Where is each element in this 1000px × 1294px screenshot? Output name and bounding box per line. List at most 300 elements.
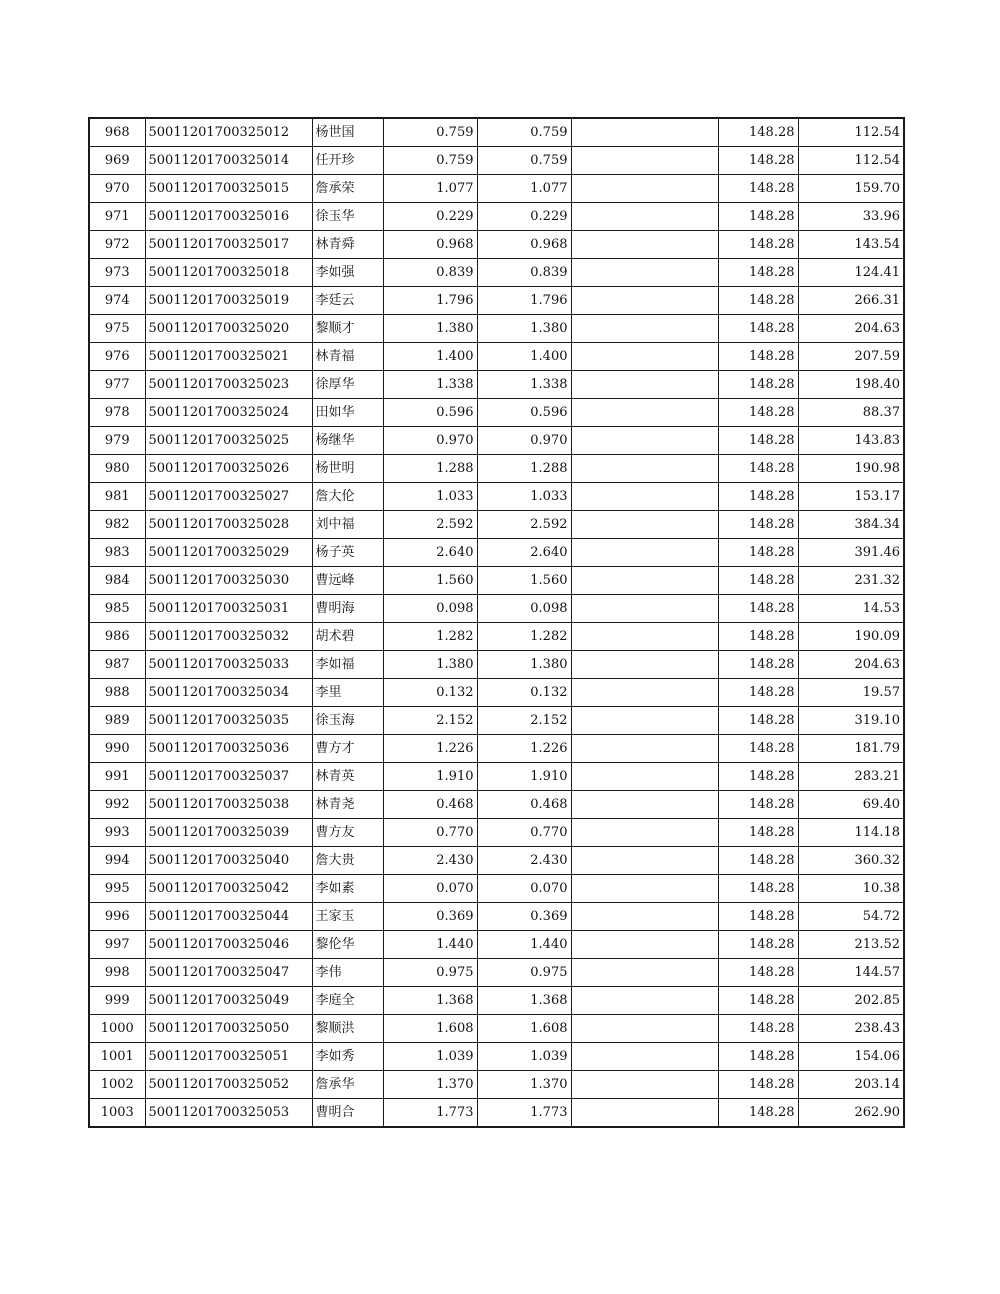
table-row (89, 371, 904, 399)
rate-cell: 148.28 (718, 735, 798, 763)
holder-name-cell: 李廷云 (312, 287, 383, 315)
table-row (89, 1015, 904, 1043)
rate-cell: 148.28 (718, 287, 798, 315)
table-row (89, 791, 904, 819)
confirmed-area-cell: 1.608 (477, 1015, 571, 1043)
rate-cell: 148.28 (718, 959, 798, 987)
blank-cell (571, 539, 718, 567)
area-cell: 2.430 (383, 847, 477, 875)
data-table (88, 117, 905, 1128)
row-index-cell: 993 (89, 819, 145, 847)
parcel-code-cell: 50011201700325051 (145, 1043, 312, 1071)
amount-cell: 181.79 (798, 735, 904, 763)
table-row (89, 819, 904, 847)
row-index-cell: 972 (89, 231, 145, 259)
rate-cell: 148.28 (718, 1043, 798, 1071)
row-index-cell: 978 (89, 399, 145, 427)
rate-cell: 148.28 (718, 455, 798, 483)
rate-cell: 148.28 (718, 707, 798, 735)
parcel-code-cell: 50011201700325019 (145, 287, 312, 315)
row-index-cell: 996 (89, 903, 145, 931)
holder-name-cell: 杨世明 (312, 455, 383, 483)
amount-cell: 33.96 (798, 203, 904, 231)
blank-cell (571, 623, 718, 651)
rate-cell: 148.28 (718, 1071, 798, 1099)
parcel-code-cell: 50011201700325032 (145, 623, 312, 651)
blank-cell (571, 819, 718, 847)
parcel-code-cell: 50011201700325037 (145, 763, 312, 791)
parcel-code-cell: 50011201700325021 (145, 343, 312, 371)
table-row (89, 847, 904, 875)
row-index-cell: 1002 (89, 1071, 145, 1099)
blank-cell (571, 791, 718, 819)
parcel-code-cell: 50011201700325047 (145, 959, 312, 987)
holder-name-cell: 徐玉华 (312, 203, 383, 231)
parcel-code-cell: 50011201700325023 (145, 371, 312, 399)
row-index-cell: 999 (89, 987, 145, 1015)
blank-cell (571, 763, 718, 791)
row-index-cell: 969 (89, 147, 145, 175)
amount-cell: 159.70 (798, 175, 904, 203)
parcel-code-cell: 50011201700325028 (145, 511, 312, 539)
amount-cell: 283.21 (798, 763, 904, 791)
row-index-cell: 994 (89, 847, 145, 875)
blank-cell (571, 651, 718, 679)
row-index-cell: 968 (89, 118, 145, 147)
table-body (89, 118, 904, 1127)
area-cell: 1.400 (383, 343, 477, 371)
area-cell: 0.970 (383, 427, 477, 455)
holder-name-cell: 刘中福 (312, 511, 383, 539)
holder-name-cell: 杨世国 (312, 118, 383, 147)
rate-cell: 148.28 (718, 623, 798, 651)
confirmed-area-cell: 1.033 (477, 483, 571, 511)
row-index-cell: 998 (89, 959, 145, 987)
rate-cell: 148.28 (718, 539, 798, 567)
rate-cell: 148.28 (718, 763, 798, 791)
parcel-code-cell: 50011201700325039 (145, 819, 312, 847)
table-row (89, 651, 904, 679)
table-row (89, 679, 904, 707)
amount-cell: 143.54 (798, 231, 904, 259)
row-index-cell: 995 (89, 875, 145, 903)
amount-cell: 54.72 (798, 903, 904, 931)
row-index-cell: 973 (89, 259, 145, 287)
area-cell: 1.368 (383, 987, 477, 1015)
confirmed-area-cell: 0.968 (477, 231, 571, 259)
rate-cell: 148.28 (718, 175, 798, 203)
area-cell: 1.608 (383, 1015, 477, 1043)
row-index-cell: 990 (89, 735, 145, 763)
area-cell: 1.033 (383, 483, 477, 511)
area-cell: 0.968 (383, 231, 477, 259)
confirmed-area-cell: 0.596 (477, 399, 571, 427)
area-cell: 0.098 (383, 595, 477, 623)
blank-cell (571, 343, 718, 371)
confirmed-area-cell: 1.338 (477, 371, 571, 399)
blank-cell (571, 147, 718, 175)
rate-cell: 148.28 (718, 931, 798, 959)
blank-cell (571, 371, 718, 399)
amount-cell: 204.63 (798, 315, 904, 343)
row-index-cell: 976 (89, 343, 145, 371)
confirmed-area-cell: 1.773 (477, 1099, 571, 1128)
rate-cell: 148.28 (718, 567, 798, 595)
holder-name-cell: 任开珍 (312, 147, 383, 175)
confirmed-area-cell: 1.226 (477, 735, 571, 763)
row-index-cell: 984 (89, 567, 145, 595)
parcel-code-cell: 50011201700325012 (145, 118, 312, 147)
rate-cell: 148.28 (718, 819, 798, 847)
amount-cell: 213.52 (798, 931, 904, 959)
confirmed-area-cell: 1.910 (477, 763, 571, 791)
holder-name-cell: 黎伦华 (312, 931, 383, 959)
blank-cell (571, 511, 718, 539)
table-row (89, 287, 904, 315)
blank-cell (571, 175, 718, 203)
blank-cell (571, 427, 718, 455)
amount-cell: 384.34 (798, 511, 904, 539)
parcel-code-cell: 50011201700325018 (145, 259, 312, 287)
confirmed-area-cell: 1.368 (477, 987, 571, 1015)
parcel-code-cell: 50011201700325033 (145, 651, 312, 679)
row-index-cell: 987 (89, 651, 145, 679)
parcel-code-cell: 50011201700325025 (145, 427, 312, 455)
confirmed-area-cell: 0.759 (477, 118, 571, 147)
parcel-code-cell: 50011201700325040 (145, 847, 312, 875)
confirmed-area-cell: 1.380 (477, 315, 571, 343)
confirmed-area-cell: 0.229 (477, 203, 571, 231)
blank-cell (571, 399, 718, 427)
amount-cell: 190.09 (798, 623, 904, 651)
holder-name-cell: 曹远峰 (312, 567, 383, 595)
confirmed-area-cell: 0.468 (477, 791, 571, 819)
rate-cell: 148.28 (718, 259, 798, 287)
confirmed-area-cell: 1.560 (477, 567, 571, 595)
parcel-code-cell: 50011201700325017 (145, 231, 312, 259)
table-row (89, 763, 904, 791)
amount-cell: 262.90 (798, 1099, 904, 1128)
area-cell: 0.132 (383, 679, 477, 707)
amount-cell: 10.38 (798, 875, 904, 903)
table-row (89, 595, 904, 623)
parcel-code-cell: 50011201700325034 (145, 679, 312, 707)
holder-name-cell: 杨子英 (312, 539, 383, 567)
amount-cell: 198.40 (798, 371, 904, 399)
blank-cell (571, 231, 718, 259)
confirmed-area-cell: 0.759 (477, 147, 571, 175)
blank-cell (571, 679, 718, 707)
blank-cell (571, 1015, 718, 1043)
confirmed-area-cell: 0.369 (477, 903, 571, 931)
holder-name-cell: 胡术碧 (312, 623, 383, 651)
table-row (89, 735, 904, 763)
row-index-cell: 985 (89, 595, 145, 623)
table-row (89, 203, 904, 231)
holder-name-cell: 李如福 (312, 651, 383, 679)
area-cell: 2.592 (383, 511, 477, 539)
amount-cell: 69.40 (798, 791, 904, 819)
area-cell: 1.796 (383, 287, 477, 315)
blank-cell (571, 483, 718, 511)
amount-cell: 207.59 (798, 343, 904, 371)
table-row (89, 315, 904, 343)
row-index-cell: 986 (89, 623, 145, 651)
table-row (89, 118, 904, 147)
table-row (89, 567, 904, 595)
blank-cell (571, 903, 718, 931)
rate-cell: 148.28 (718, 343, 798, 371)
holder-name-cell: 李如强 (312, 259, 383, 287)
amount-cell: 238.43 (798, 1015, 904, 1043)
confirmed-area-cell: 1.440 (477, 931, 571, 959)
holder-name-cell: 林青福 (312, 343, 383, 371)
confirmed-area-cell: 0.975 (477, 959, 571, 987)
holder-name-cell: 田如华 (312, 399, 383, 427)
confirmed-area-cell: 0.839 (477, 259, 571, 287)
row-index-cell: 989 (89, 707, 145, 735)
blank-cell (571, 1099, 718, 1128)
holder-name-cell: 曹明合 (312, 1099, 383, 1128)
table-row (89, 1043, 904, 1071)
holder-name-cell: 詹承荣 (312, 175, 383, 203)
blank-cell (571, 987, 718, 1015)
area-cell: 1.338 (383, 371, 477, 399)
blank-cell (571, 1071, 718, 1099)
holder-name-cell: 李庭全 (312, 987, 383, 1015)
parcel-code-cell: 50011201700325016 (145, 203, 312, 231)
holder-name-cell: 林青尧 (312, 791, 383, 819)
blank-cell (571, 287, 718, 315)
parcel-code-cell: 50011201700325015 (145, 175, 312, 203)
row-index-cell: 1003 (89, 1099, 145, 1128)
blank-cell (571, 203, 718, 231)
rate-cell: 148.28 (718, 483, 798, 511)
amount-cell: 266.31 (798, 287, 904, 315)
parcel-code-cell: 50011201700325027 (145, 483, 312, 511)
holder-name-cell: 李如素 (312, 875, 383, 903)
amount-cell: 88.37 (798, 399, 904, 427)
amount-cell: 144.57 (798, 959, 904, 987)
row-index-cell: 1000 (89, 1015, 145, 1043)
parcel-code-cell: 50011201700325046 (145, 931, 312, 959)
parcel-code-cell: 50011201700325020 (145, 315, 312, 343)
table-row (89, 959, 904, 987)
rate-cell: 148.28 (718, 118, 798, 147)
amount-cell: 112.54 (798, 147, 904, 175)
table-row (89, 427, 904, 455)
amount-cell: 114.18 (798, 819, 904, 847)
confirmed-area-cell: 1.288 (477, 455, 571, 483)
row-index-cell: 981 (89, 483, 145, 511)
parcel-code-cell: 50011201700325038 (145, 791, 312, 819)
holder-name-cell: 曹方友 (312, 819, 383, 847)
table-row (89, 623, 904, 651)
amount-cell: 391.46 (798, 539, 904, 567)
table-row (89, 987, 904, 1015)
area-cell: 0.839 (383, 259, 477, 287)
amount-cell: 190.98 (798, 455, 904, 483)
parcel-code-cell: 50011201700325050 (145, 1015, 312, 1043)
row-index-cell: 971 (89, 203, 145, 231)
row-index-cell: 980 (89, 455, 145, 483)
table-row (89, 511, 904, 539)
amount-cell: 19.57 (798, 679, 904, 707)
parcel-code-cell: 50011201700325026 (145, 455, 312, 483)
holder-name-cell: 李伟 (312, 959, 383, 987)
area-cell: 0.369 (383, 903, 477, 931)
rate-cell: 148.28 (718, 427, 798, 455)
confirmed-area-cell: 1.039 (477, 1043, 571, 1071)
area-cell: 1.380 (383, 651, 477, 679)
holder-name-cell: 曹明海 (312, 595, 383, 623)
table-row (89, 455, 904, 483)
table-row (89, 175, 904, 203)
area-cell: 0.759 (383, 118, 477, 147)
table-row (89, 483, 904, 511)
amount-cell: 112.54 (798, 118, 904, 147)
area-cell: 1.282 (383, 623, 477, 651)
rate-cell: 148.28 (718, 315, 798, 343)
table-row (89, 707, 904, 735)
area-cell: 0.759 (383, 147, 477, 175)
parcel-code-cell: 50011201700325042 (145, 875, 312, 903)
holder-name-cell: 李里 (312, 679, 383, 707)
area-cell: 1.380 (383, 315, 477, 343)
holder-name-cell: 黎顺才 (312, 315, 383, 343)
blank-cell (571, 259, 718, 287)
blank-cell (571, 847, 718, 875)
rate-cell: 148.28 (718, 679, 798, 707)
holder-name-cell: 林青英 (312, 763, 383, 791)
rate-cell: 148.28 (718, 399, 798, 427)
confirmed-area-cell: 1.796 (477, 287, 571, 315)
table-row (89, 1071, 904, 1099)
confirmed-area-cell: 1.077 (477, 175, 571, 203)
parcel-code-cell: 50011201700325035 (145, 707, 312, 735)
rate-cell: 148.28 (718, 1099, 798, 1128)
confirmed-area-cell: 1.380 (477, 651, 571, 679)
table-row (89, 875, 904, 903)
parcel-code-cell: 50011201700325053 (145, 1099, 312, 1128)
blank-cell (571, 315, 718, 343)
area-cell: 1.077 (383, 175, 477, 203)
rate-cell: 148.28 (718, 875, 798, 903)
area-cell: 0.070 (383, 875, 477, 903)
confirmed-area-cell: 1.282 (477, 623, 571, 651)
row-index-cell: 970 (89, 175, 145, 203)
row-index-cell: 982 (89, 511, 145, 539)
area-cell: 1.288 (383, 455, 477, 483)
blank-cell (571, 707, 718, 735)
rate-cell: 148.28 (718, 147, 798, 175)
area-cell: 1.773 (383, 1099, 477, 1128)
confirmed-area-cell: 1.370 (477, 1071, 571, 1099)
amount-cell: 124.41 (798, 259, 904, 287)
table-row (89, 903, 904, 931)
confirmed-area-cell: 1.400 (477, 343, 571, 371)
area-cell: 2.640 (383, 539, 477, 567)
parcel-code-cell: 50011201700325036 (145, 735, 312, 763)
rate-cell: 148.28 (718, 987, 798, 1015)
row-index-cell: 974 (89, 287, 145, 315)
area-cell: 1.560 (383, 567, 477, 595)
row-index-cell: 1001 (89, 1043, 145, 1071)
table-row (89, 1099, 904, 1128)
parcel-code-cell: 50011201700325024 (145, 399, 312, 427)
table-row (89, 147, 904, 175)
confirmed-area-cell: 0.970 (477, 427, 571, 455)
rate-cell: 148.28 (718, 1015, 798, 1043)
row-index-cell: 975 (89, 315, 145, 343)
area-cell: 0.229 (383, 203, 477, 231)
rate-cell: 148.28 (718, 903, 798, 931)
rate-cell: 148.28 (718, 203, 798, 231)
amount-cell: 204.63 (798, 651, 904, 679)
parcel-code-cell: 50011201700325030 (145, 567, 312, 595)
holder-name-cell: 詹大贵 (312, 847, 383, 875)
area-cell: 1.370 (383, 1071, 477, 1099)
rate-cell: 148.28 (718, 847, 798, 875)
rate-cell: 148.28 (718, 511, 798, 539)
confirmed-area-cell: 0.132 (477, 679, 571, 707)
rate-cell: 148.28 (718, 371, 798, 399)
area-cell: 0.975 (383, 959, 477, 987)
confirmed-area-cell: 2.640 (477, 539, 571, 567)
parcel-code-cell: 50011201700325031 (145, 595, 312, 623)
rate-cell: 148.28 (718, 231, 798, 259)
blank-cell (571, 735, 718, 763)
confirmed-area-cell: 0.770 (477, 819, 571, 847)
parcel-code-cell: 50011201700325014 (145, 147, 312, 175)
row-index-cell: 979 (89, 427, 145, 455)
area-cell: 0.770 (383, 819, 477, 847)
area-cell: 1.226 (383, 735, 477, 763)
confirmed-area-cell: 2.152 (477, 707, 571, 735)
blank-cell (571, 118, 718, 147)
holder-name-cell: 黎顺洪 (312, 1015, 383, 1043)
blank-cell (571, 455, 718, 483)
area-cell: 2.152 (383, 707, 477, 735)
area-cell: 1.910 (383, 763, 477, 791)
rate-cell: 148.28 (718, 651, 798, 679)
amount-cell: 203.14 (798, 1071, 904, 1099)
rate-cell: 148.28 (718, 595, 798, 623)
parcel-code-cell: 50011201700325049 (145, 987, 312, 1015)
amount-cell: 153.17 (798, 483, 904, 511)
holder-name-cell: 曹方才 (312, 735, 383, 763)
confirmed-area-cell: 0.070 (477, 875, 571, 903)
blank-cell (571, 595, 718, 623)
row-index-cell: 992 (89, 791, 145, 819)
row-index-cell: 988 (89, 679, 145, 707)
amount-cell: 143.83 (798, 427, 904, 455)
holder-name-cell: 徐厚华 (312, 371, 383, 399)
holder-name-cell: 林青舜 (312, 231, 383, 259)
blank-cell (571, 931, 718, 959)
area-cell: 1.440 (383, 931, 477, 959)
amount-cell: 319.10 (798, 707, 904, 735)
confirmed-area-cell: 2.430 (477, 847, 571, 875)
holder-name-cell: 詹承华 (312, 1071, 383, 1099)
parcel-code-cell: 50011201700325044 (145, 903, 312, 931)
table-row (89, 343, 904, 371)
parcel-code-cell: 50011201700325052 (145, 1071, 312, 1099)
rate-cell: 148.28 (718, 791, 798, 819)
amount-cell: 14.53 (798, 595, 904, 623)
blank-cell (571, 959, 718, 987)
table-row (89, 231, 904, 259)
